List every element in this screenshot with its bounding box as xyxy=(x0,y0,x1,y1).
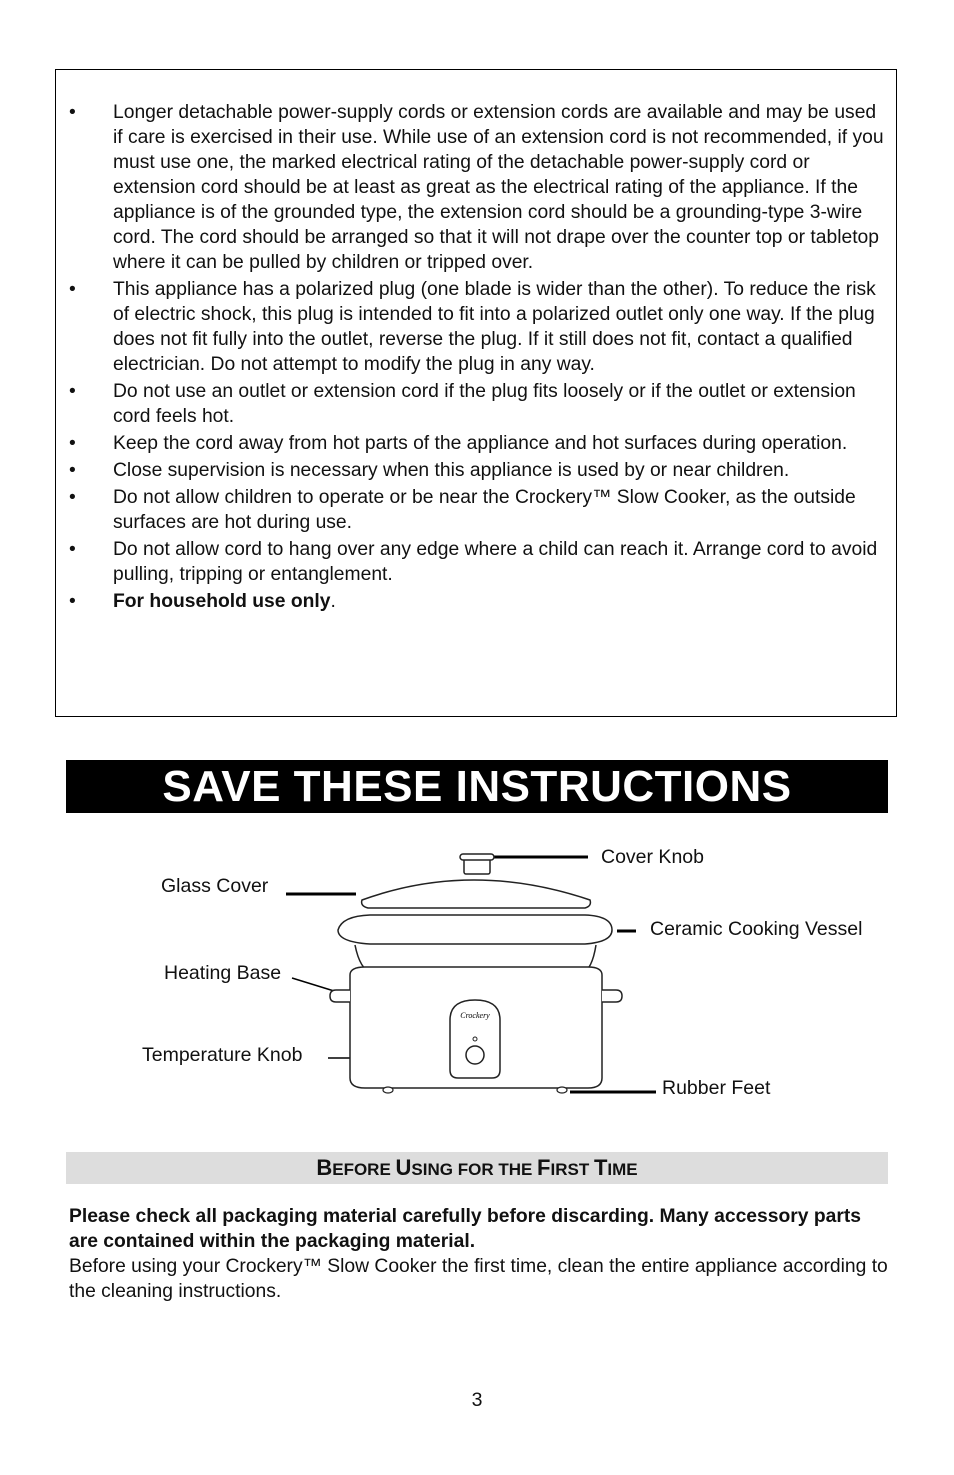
list-item: • Do not allow cord to hang over any edge where a child can reach it. Arrange cord to avoid pulling, tripping or entanglement. xyxy=(69,539,878,585)
save-instructions-banner: SAVE THESE INSTRUCTIONS xyxy=(66,760,888,813)
rubber-feet-label: Rubber Feet xyxy=(662,1077,771,1099)
safety-list xyxy=(56,100,898,616)
intro-paragraph xyxy=(69,1204,889,1304)
heating-base-label: Heating Base xyxy=(164,962,282,984)
list-item: • Close supervision is necessary when this appliance is used by or near children. xyxy=(69,460,790,481)
temperature-knob-label: Temperature Knob xyxy=(142,1044,303,1066)
list-item-text: Close supervision is necessary when this appliance is used by or near children. xyxy=(113,460,790,481)
slow-cooker-illustration xyxy=(0,830,954,1130)
list-item: • Do not allow children to operate or be near the Crockery™ Slow Cooker, as the outside surfaces are hot during use. xyxy=(69,487,856,533)
section-heading: BEFORE USING FOR THE FIRST TIME xyxy=(66,1152,888,1184)
list-item: • For household use only. xyxy=(69,591,336,612)
packaging-warning: Please check all packaging material carefully before discarding. Many accessory parts are contained within the packaging material. xyxy=(69,1206,861,1252)
page-number: 3 xyxy=(471,1389,483,1411)
list-item-text: Longer detachable power-supply cords or extension cords are available and may be used if care is exercised in their use. While use of an extension cord is not recommended, if you must use one, the marked electrical rating of the detachable power-supply cord or extension cord should be at least as great as the electrical rating of the appliance. If the appliance is of the grounded type, the extension cord should be a grounding-type 3-wire cord. The cord should be arranged so that it will not drape over the counter top or tabletop where it can be pulled by children or tripped over. xyxy=(113,102,884,273)
list-item: • This appliance has a polarized plug (one blade is wider than the other). To reduce the risk of electric shock, this plug is intended to fit into a polarized outlet only one way. If the plug does not fit fully into the outlet, reverse the plug. If it still does not fit, contact a qualified electrician. Do not attempt to modify the plug in any way. xyxy=(69,279,876,375)
list-item-text: Keep the cord away from hot parts of the appliance and hot surfaces during operation. xyxy=(113,433,848,454)
list-item: • Longer detachable power-supply cords or extension cords are available and may be used if care is exercised in their use. While use of an extension cord is not recommended, if you must use one, the marked electrical rating of the detachable power-supply cord or extension cord should be at least as great as the electrical rating of the appliance. If the appliance is of the grounded type, the extension cord should be a grounding-type 3-wire cord. The cord should be arranged so that it will not drape over the counter top or tabletop where it can be pulled by children or tripped over. xyxy=(69,102,884,273)
list-item-text: Do not use an outlet or extension cord if the plug fits loosely or if the outlet or extension cord feels hot. xyxy=(113,381,856,427)
list-item: • Do not use an outlet or extension cord if the plug fits loosely or if the outlet or extension cord feels hot. xyxy=(69,381,856,427)
list-item-text: Do not allow children to operate or be near the Crockery™ Slow Cooker, as the outside surfaces are hot during use. xyxy=(113,487,856,533)
cover-knob-label: Cover Knob xyxy=(601,846,704,868)
list-item: • Keep the cord away from hot parts of the appliance and hot surfaces during operation. xyxy=(69,433,848,454)
household-use-text: For household use only xyxy=(113,591,331,612)
list-item-text: Do not allow cord to hang over any edge where a child can reach it. Arrange cord to avoid pulling, tripping or entanglement. xyxy=(113,539,878,585)
slow-cooker-diagram xyxy=(0,830,954,1130)
temperature-knob-icon xyxy=(466,1046,484,1064)
glass-cover-label: Glass Cover xyxy=(161,875,269,897)
safety-box xyxy=(55,69,897,717)
list-item-text: This appliance has a polarized plug (one blade is wider than the other). To reduce the risk of electric shock, this plug is intended to fit into a polarized outlet only one way. If the plug does not fit fully into the outlet, reverse the plug. If it still does not fit, contact a qualified electrician. Do not attempt to modify the plug in any way. xyxy=(113,279,876,375)
crockery-logo: Crockery xyxy=(460,1011,490,1020)
ceramic-vessel-label: Ceramic Cooking Vessel xyxy=(650,918,863,940)
cleaning-note: Before using your Crockery™ Slow Cooker the first time, clean the entire appliance according to the cleaning instructions. xyxy=(69,1256,888,1302)
